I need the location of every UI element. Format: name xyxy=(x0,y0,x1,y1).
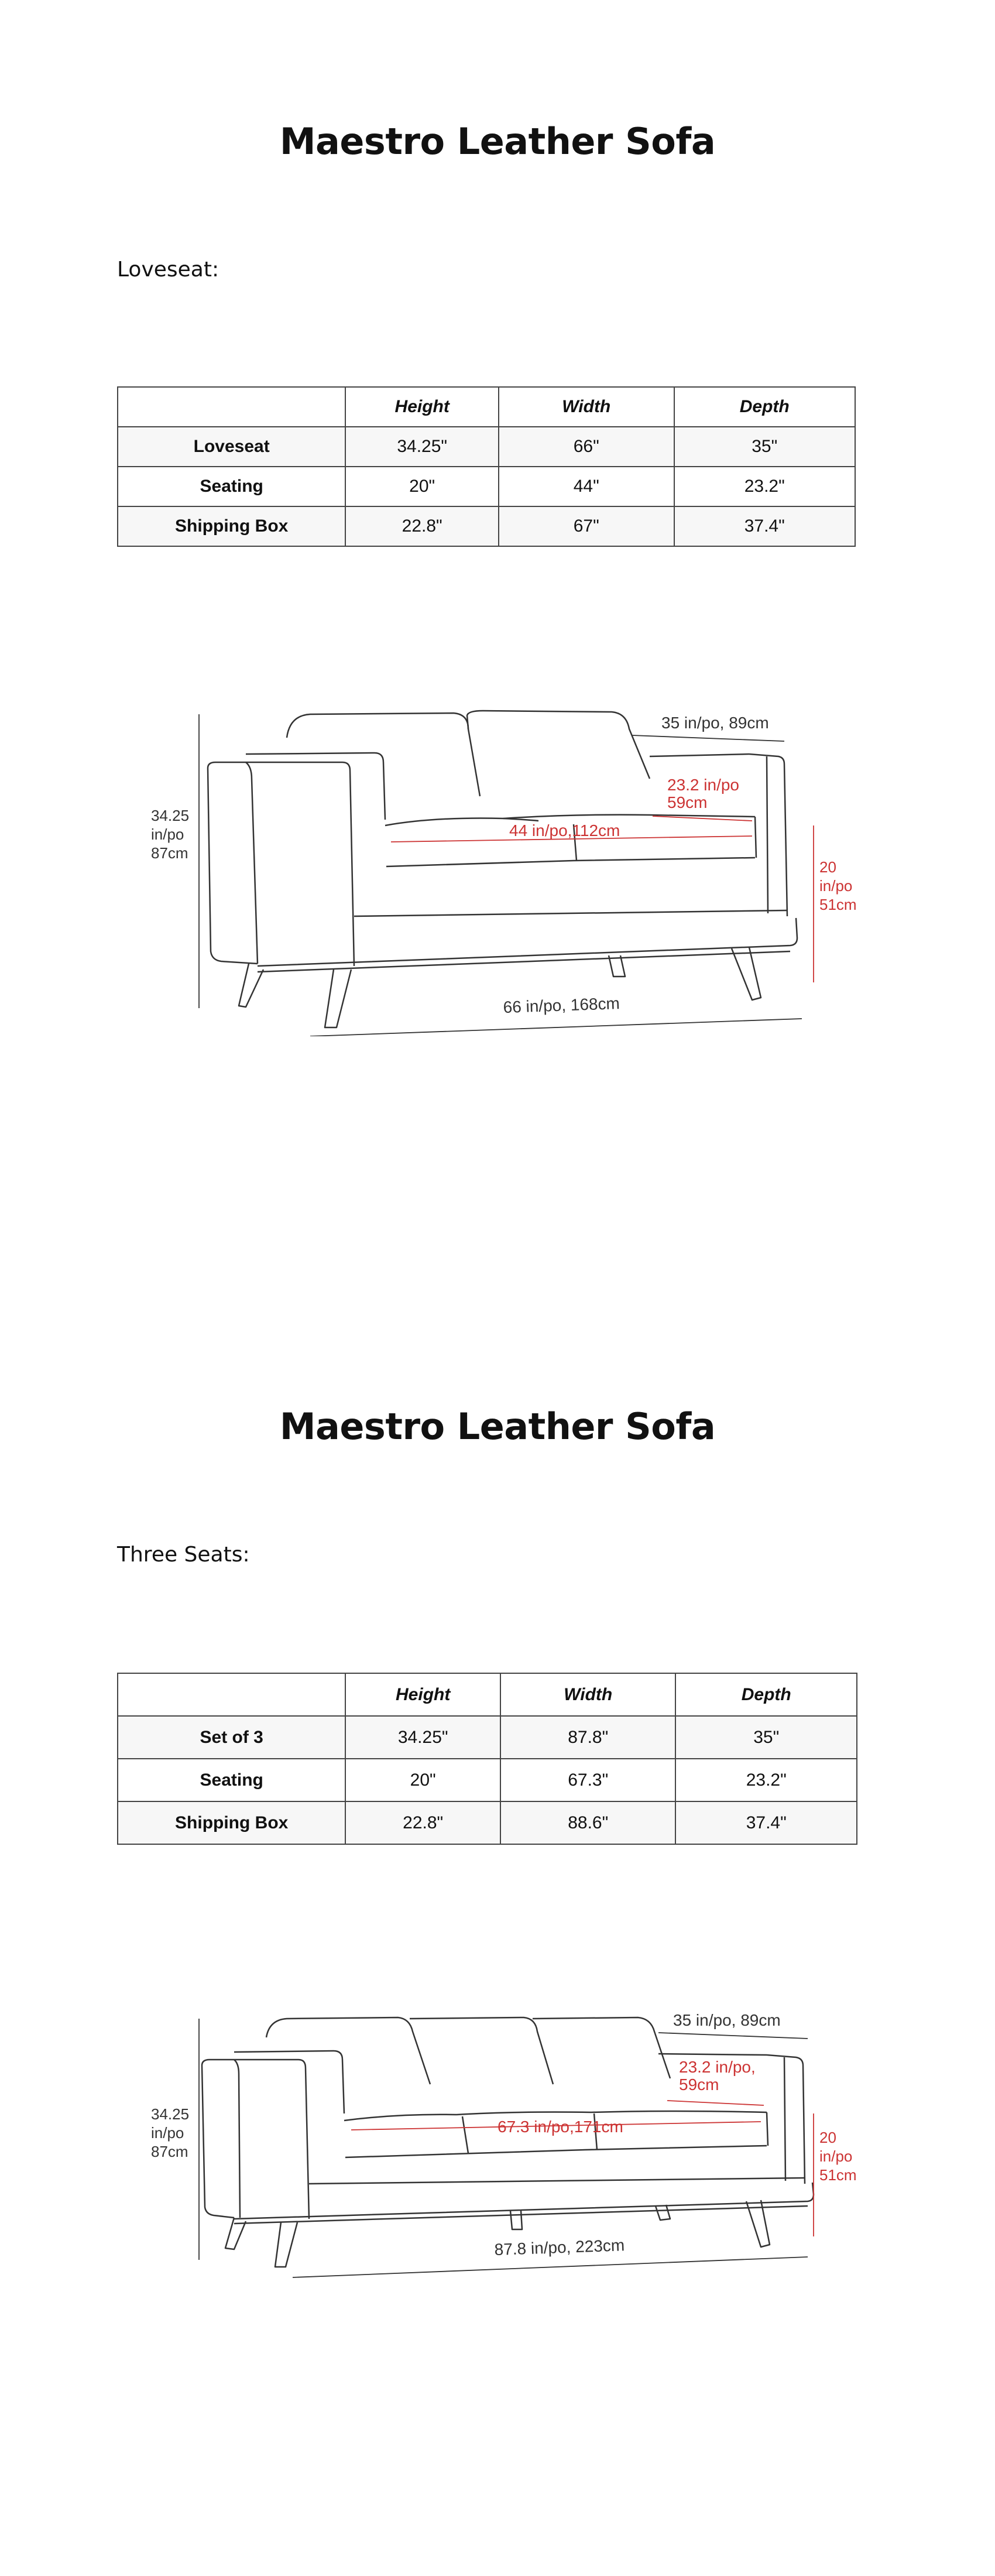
page-title: Maestro Leather Sofa xyxy=(279,120,716,163)
depth-cell: 35" xyxy=(674,427,856,467)
height-cell: 34.25" xyxy=(345,427,499,467)
leg-front-right xyxy=(732,947,761,1000)
table-row xyxy=(118,506,855,546)
seat-width-label: 44 in/po,112cm xyxy=(509,821,620,840)
right-arm-top xyxy=(650,754,749,756)
right-arm-top xyxy=(658,2054,767,2055)
seat-base-line xyxy=(354,910,787,916)
seat-cushion-middle-top xyxy=(457,2112,591,2115)
height-cell: 22.8" xyxy=(345,1801,500,1844)
left-arm-inner xyxy=(234,2060,240,2218)
base-bottom xyxy=(234,2183,814,2219)
leg-back-right xyxy=(656,2205,670,2220)
table-header-height: Height xyxy=(345,387,499,427)
left-arm-side xyxy=(202,2065,234,2218)
depth-cell: 23.2" xyxy=(675,1759,857,1801)
table-header-depth: Depth xyxy=(674,387,856,427)
seat-depth-label-1: 23.2 in/po xyxy=(667,776,739,794)
height-label-1: 34.25 xyxy=(151,807,190,824)
height-label-2: in/po xyxy=(151,2124,184,2142)
leg-front-left xyxy=(325,970,351,1027)
row-label: Seating xyxy=(118,1759,345,1801)
width-cell: 67" xyxy=(499,506,674,546)
height-label-3: 87cm xyxy=(151,844,188,862)
width-cell: 87.8" xyxy=(500,1716,676,1759)
height-label-1: 34.25 xyxy=(151,2105,190,2123)
table-row xyxy=(118,467,855,506)
right-arm-inner xyxy=(767,756,768,913)
seat-height-label-3: 51cm xyxy=(819,896,857,913)
row-label: Shipping Box xyxy=(118,506,345,546)
dimensions-table xyxy=(117,386,856,547)
section-subtitle: Three Seats: xyxy=(117,1543,250,1567)
depth-label: 35 in/po, 89cm xyxy=(673,2011,781,2029)
height-cell: 20" xyxy=(345,467,499,506)
page-title: Maestro Leather Sofa xyxy=(279,1405,716,1448)
seat-width-label: 67.3 in/po,171cm xyxy=(498,2118,623,2136)
back-cushion-middle xyxy=(410,2017,553,2084)
row-label: Seating xyxy=(118,467,345,506)
width-cell: 66" xyxy=(499,427,674,467)
seat-depth-label-2: 59cm xyxy=(667,793,708,811)
loveseat-diagram xyxy=(0,685,995,1036)
seat-cushion-left-top xyxy=(344,2115,457,2121)
width-label: 66 in/po, 168cm xyxy=(503,994,620,1016)
base-rail xyxy=(258,951,790,972)
height-label-3: 87cm xyxy=(151,2143,188,2160)
width-cell: 88.6" xyxy=(500,1801,676,1844)
depth-dimension-line xyxy=(632,735,784,741)
table-header-depth: Depth xyxy=(675,1673,857,1716)
table-header-width: Width xyxy=(499,387,674,427)
width-cell: 67.3" xyxy=(500,1759,676,1801)
depth-cell: 37.4" xyxy=(675,1801,857,1844)
dimensions-table xyxy=(117,1673,857,1845)
table-row xyxy=(118,1759,857,1801)
table-header-empty xyxy=(118,1673,345,1716)
left-arm-inner xyxy=(246,762,258,964)
table-row xyxy=(118,1801,857,1844)
leg-back-left xyxy=(225,2218,246,2249)
width-cell: 44" xyxy=(499,467,674,506)
seat-height-label-2: in/po xyxy=(819,2147,853,2165)
seat-height-label-1: 20 xyxy=(819,858,836,876)
row-label: Loveseat xyxy=(118,427,345,467)
back-cushion-right xyxy=(533,2017,670,2078)
back-cushion-right xyxy=(467,711,650,779)
height-label-2: in/po xyxy=(151,825,184,843)
depth-cell: 23.2" xyxy=(674,467,856,506)
seat-right-edge xyxy=(755,817,756,858)
row-label: Set of 3 xyxy=(118,1716,345,1759)
seat-front-edge xyxy=(345,2146,767,2157)
seat-cushion-right-top xyxy=(503,815,755,818)
base-bottom xyxy=(258,918,797,966)
seat-right-edge xyxy=(767,2112,768,2146)
width-dimension-line xyxy=(310,1019,802,1036)
table-row xyxy=(118,1716,857,1759)
seat-height-label-1: 20 xyxy=(819,2129,836,2146)
depth-cell: 35" xyxy=(675,1716,857,1759)
seat-split-1 xyxy=(462,2116,468,2153)
right-arm-inner xyxy=(784,2057,785,2181)
seat-depth-label-2: 59cm xyxy=(679,2075,719,2094)
leg-front-left xyxy=(275,2222,297,2267)
depth-label: 35 in/po, 89cm xyxy=(661,714,769,732)
seat-cushion-right-top xyxy=(591,2111,767,2112)
seat-depth-label-1: 23.2 in/po, xyxy=(679,2058,756,2076)
table-header-width: Width xyxy=(500,1673,676,1716)
seat-base-line xyxy=(309,2178,805,2184)
three-seat-sofa-diagram xyxy=(0,1996,995,2301)
table-row xyxy=(118,427,855,467)
row-label: Shipping Box xyxy=(118,1801,345,1844)
height-cell: 22.8" xyxy=(345,506,499,546)
leg-back-middle xyxy=(510,2211,522,2229)
section-subtitle: Loveseat: xyxy=(117,258,219,282)
left-arm-front xyxy=(202,2060,309,2219)
depth-cell: 37.4" xyxy=(674,506,856,546)
height-cell: 34.25" xyxy=(345,1716,500,1759)
seat-height-label-3: 51cm xyxy=(819,2166,857,2184)
depth-dimension-line xyxy=(658,2033,808,2039)
left-arm-front xyxy=(208,762,354,966)
leg-back-left xyxy=(239,964,263,1007)
table-header-empty xyxy=(118,387,345,427)
left-arm-side xyxy=(208,768,258,964)
table-header-height: Height xyxy=(345,1673,500,1716)
seat-front-edge xyxy=(386,858,755,866)
width-dimension-line xyxy=(293,2257,808,2277)
seat-height-label-2: in/po xyxy=(819,877,853,895)
seat-depth-dimension-line xyxy=(667,2101,764,2105)
width-label: 87.8 in/po, 223cm xyxy=(494,2236,625,2259)
height-cell: 20" xyxy=(345,1759,500,1801)
